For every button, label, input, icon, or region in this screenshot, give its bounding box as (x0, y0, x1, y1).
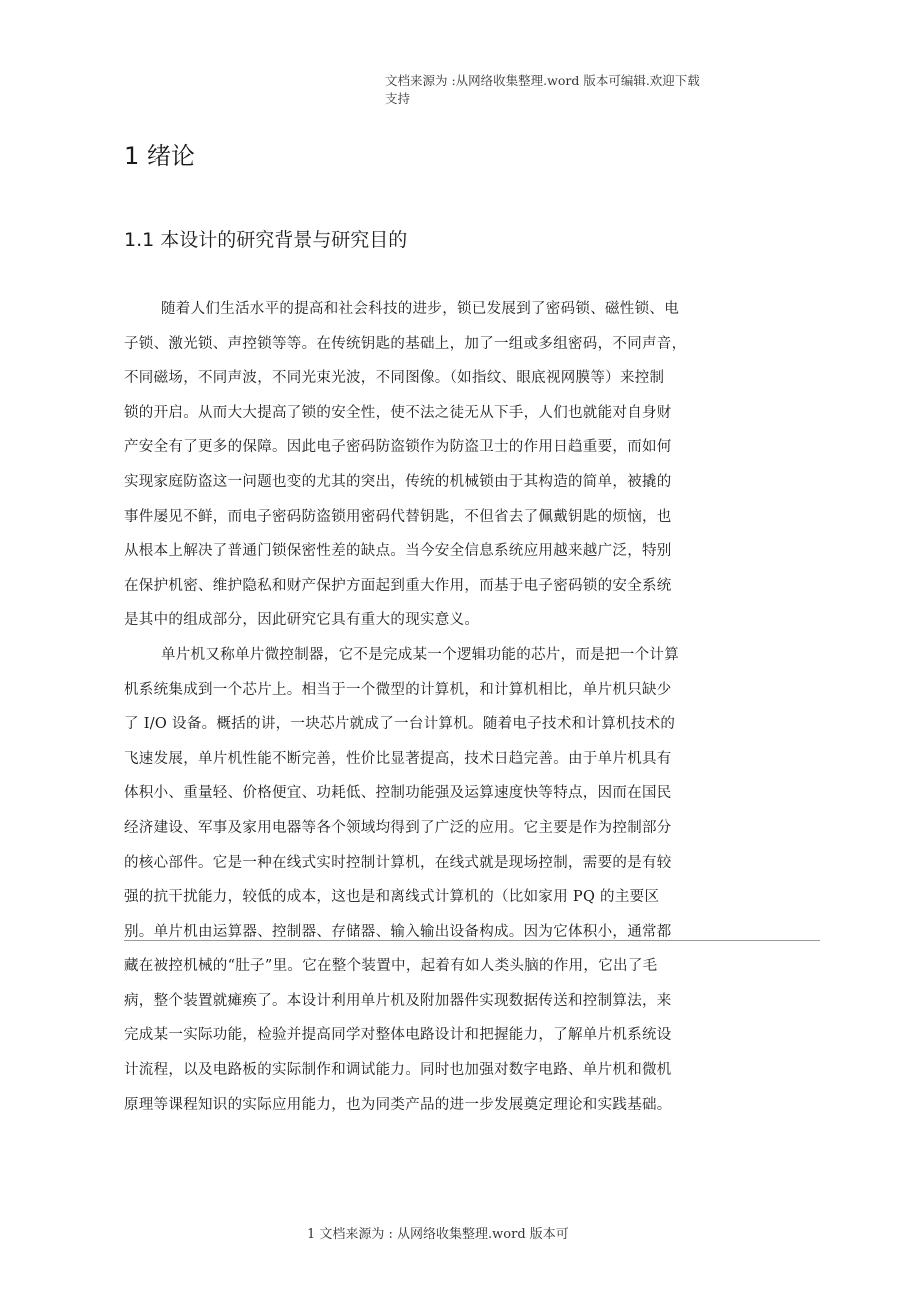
paragraph-1 (124, 292, 704, 638)
paragraph-line: 体积小、重量轻、价格便宜、功耗低、控制功能强及运算速度快等特点，因而在国民 (124, 785, 672, 802)
body-text (124, 292, 704, 1122)
paragraph-line: 单片机又称单片微控制器，它不是完成某一个逻辑功能的芯片，而是把一个计算 (161, 646, 679, 663)
paragraph-line: 是其中的组成部分，因此研究它具有重大的现实意义。 (124, 612, 480, 629)
source-note-line-2: 支持 (385, 91, 411, 106)
paragraph-line: 了 I/O 设备。概括的讲，一块芯片就成了一台计算机。随着电子技术和计算机技术的 (124, 716, 676, 733)
horizontal-divider (124, 940, 820, 941)
paragraph-line: 别。单片机由运算器、控制器、存储器、输入输出设备构成。因为它体积小，通常都 (124, 923, 672, 940)
paragraph-line: 经济建设、军事及家用电器等各个领域均得到了广泛的应用。它主要是作为控制部分 (124, 819, 672, 836)
paragraph-line: 随着人们生活水平的提高和社会科技的进步，锁已发展到了密码锁、磁性锁、电 (161, 301, 679, 317)
paragraph-line: 从根本上解决了普通门锁保密性差的缺点。当今安全信息系统应用越来越广泛，特别 (124, 543, 672, 560)
paragraph-line: 事件屡见不鲜，而电子密码防盗锁用密码代替钥匙，不但省去了佩戴钥匙的烦恼，也 (124, 508, 672, 525)
paragraph-line: 实现家庭防盗这一问题也变的尤其的突出，传统的机械锁由于其构造的简单，被撬的 (124, 473, 672, 490)
paragraph-line: 机系统集成到一个芯片上。相当于一个微型的计算机，和计算机相比，单片机只缺少 (124, 681, 672, 698)
source-note-header (385, 72, 745, 108)
paragraph-line: 的核心部件。它是一种在线式实时控制计算机，在线式就是现场控制，需要的是有较 (124, 854, 672, 871)
chapter-title: 1 绪论 (124, 142, 195, 170)
paragraph-line: 病，整个装置就瘫痪了。本设计利用单片机及附加器件实现数据传送和控制算法，来 (124, 992, 672, 1009)
paragraph-line: 不同磁场，不同声波，不同光束光波，不同图像。（如指纹、眼底视网膜等）来控制 (124, 370, 665, 387)
paragraph-2 (124, 638, 704, 1122)
paragraph-line: 在保护机密、维护隐私和财产保护方面起到重大作用，而基于电子密码锁的安全系统 (124, 577, 672, 594)
section-title: 1.1 本设计的研究背景与研究目的 (124, 229, 408, 251)
paragraph-line: 完成某一实际功能，检验并提高同学对整体电路设计和把握能力，了解单片机系统设 (124, 1027, 672, 1044)
paragraph-line: 藏在被控机械的“肚子”里。它在整个装置中，起着有如人类头脑的作用，它出了毛 (124, 958, 658, 975)
page-footer: 1 文档来源为 : 从网络收集整理.word 版本可 (307, 1227, 569, 1242)
paragraph-line: 锁的开启。从而大大提高了锁的安全性，使不法之徒无从下手，人们也就能对自身财 (124, 404, 672, 421)
paragraph-line: 产安全有了更多的保障。因此电子密码防盗锁作为防盗卫士的作用日趋重要，而如何 (124, 439, 672, 456)
paragraph-line: 飞速发展，单片机性能不断完善，性价比显著提高，技术日趋完善。由于单片机具有 (124, 750, 672, 767)
paragraph-line: 计流程，以及电路板的实际制作和调试能力。同时也加强对数字电路、单片机和微机 (124, 1062, 672, 1079)
paragraph-line: 原理等课程知识的实际应用能力，也为同类产品的进一步发展奠定理论和实践基础。 (124, 1096, 672, 1113)
source-note-line-1: 文档来源为 :从网络收集整理.word 版本可编辑.欢迎下载 (385, 73, 700, 88)
paragraph-line: 子锁、激光锁、声控锁等等。在传统钥匙的基础上，加了一组或多组密码，不同声音， (124, 335, 687, 352)
paragraph-line: 强的抗干扰能力，较低的成本，这也是和离线式计算机的（比如家用 PQ 的主要区 (124, 889, 660, 906)
